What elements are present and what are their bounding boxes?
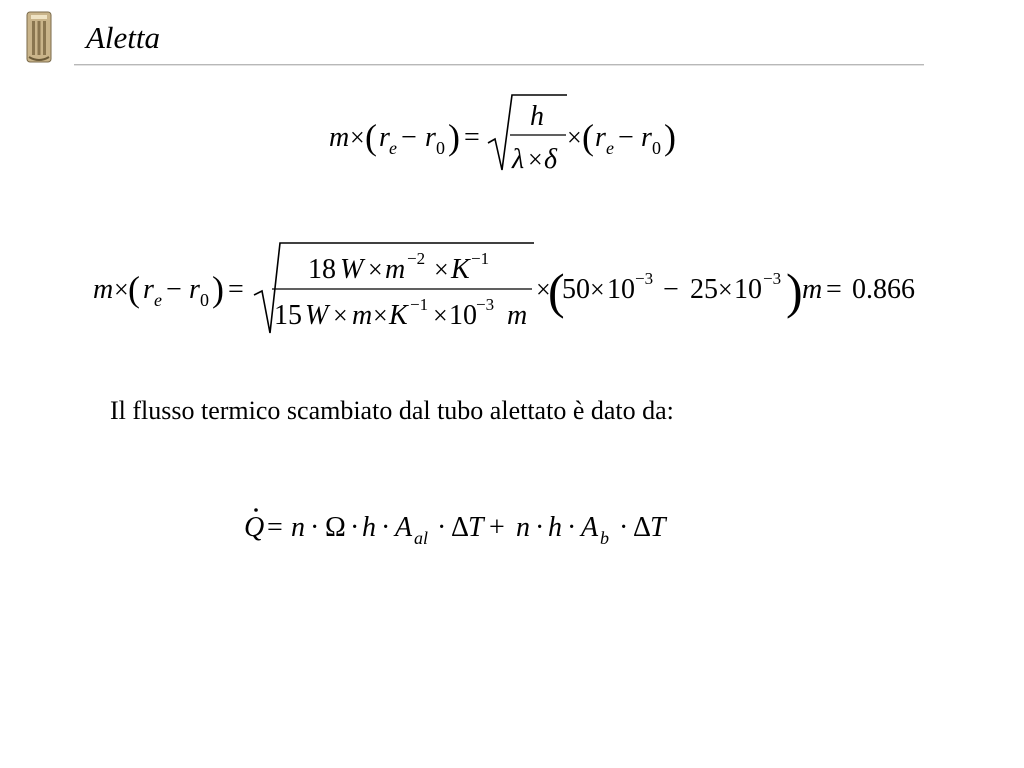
eq3-Q-dot [254,508,258,512]
eq3-equals: = [267,512,283,543]
eq2-times: × [114,275,129,304]
eq3-n1: n [291,512,305,543]
eq2-equals2: = [826,274,842,305]
eq2-num-exp-m2: −2 [407,249,426,268]
eq1-lparen: ( [365,117,377,157]
eq2-den-exp-m3: −3 [476,295,495,314]
eq1-minus1: − [401,122,417,153]
eq3-al: al [414,528,429,548]
equation-heat-flux [0,480,1024,580]
eq3-dot5: · [535,512,545,543]
eq3-dot6: · [567,512,577,543]
eq2-num-18: 18 [308,254,336,285]
eq1-times: × [350,123,365,152]
eq3-dot1: · [310,512,320,543]
eq2-times4: × [590,275,605,304]
eq3-T1: T [468,512,484,543]
eq2-den-m2: m [507,300,528,331]
eq3-b: b [600,528,609,548]
eq3-dot3: · [381,512,391,543]
eq2-minus1: − [166,274,182,305]
eq1-delta: δ [544,144,558,175]
eq2-25: 25 [690,274,718,305]
eq2-big-rparen: ) [786,263,803,319]
eq1-h: h [530,101,544,132]
eq2-10a: 10 [607,274,635,305]
eq2-exp-m3b: −3 [763,269,782,288]
eq1-zero1: 0 [436,138,445,158]
eq3-h2: h [548,512,562,543]
eq1-r2: r [425,122,436,153]
eq2-exp-m3a: −3 [635,269,654,288]
eq1-r1: r [379,122,390,153]
eq2-num-times2: × [434,255,449,284]
eq2-num-m: m [385,254,406,285]
eq2-den-times1: × [333,301,348,330]
eq2-m-unit: m [802,274,823,305]
eq1-times2: × [528,145,543,174]
eq1-r3: r [595,122,606,153]
eq3-h1: h [362,512,376,543]
eq1-e2: e [606,138,614,158]
eq2-r2: r [189,274,200,305]
eq1-minus2: − [618,122,634,153]
eq2-m: m [93,274,114,305]
eq2-den-10: 10 [449,300,477,331]
eq3-Q: Q [244,512,265,543]
equation-numeric-evaluation [0,200,1024,360]
eq3-dot4: · [437,512,447,543]
eq1-lparen2: ( [582,117,594,157]
eq2-times-big: × [536,275,551,304]
eq2-den-times2: × [373,301,388,330]
eq2-10b: 10 [734,274,762,305]
eq2-den-times3: × [433,301,448,330]
eq2-lparen: ( [128,269,140,309]
eq1-zero2: 0 [652,138,661,158]
eq2-den-W: W [305,300,329,331]
page-title: Aletta [86,20,161,55]
eq2-result: 0.866 [852,274,915,305]
eq2-den-m: m [352,300,373,331]
body-text: Il flusso termico scambiato dal tubo alettato è dato da: [110,396,674,425]
eq1-lambda: λ [512,144,525,175]
eq2-num-W: W [340,254,364,285]
eq2-equals: = [228,274,244,305]
eq2-big-lparen: ( [548,263,565,319]
eq2-den-K: K [389,300,408,331]
eq2-50: 50 [562,274,590,305]
eq3-A2: A [581,512,599,543]
eq1-r4: r [641,122,652,153]
eq2-den-exp-m1: −1 [410,295,429,314]
eq2-den-15: 15 [274,300,302,331]
eq3-Delta1: Δ [451,512,470,543]
eq2-r1: r [143,274,154,305]
eq3-dot2: · [350,512,360,543]
eq2-num-exp-m1: −1 [471,249,490,268]
eq1-times3: × [567,123,582,152]
eq3-n2: n [516,512,530,543]
eq2-num-times1: × [368,255,383,284]
eq1-m: m [329,122,350,153]
eq1-rparen2: ) [664,117,676,157]
eq3-Delta2: Δ [633,512,652,543]
eq3-Omega: Ω [325,512,346,543]
eq2-rparen: ) [212,269,224,309]
eq1-e1: e [389,138,397,158]
eq3-T2: T [650,512,666,543]
eq1-rparen: ) [448,117,460,157]
eq3-plus: + [489,512,505,543]
eq2-e1: e [154,290,162,310]
eq3-dot7: · [619,512,629,543]
eq2-times5: × [718,275,733,304]
eq2-zero: 0 [200,290,209,310]
eq2-minus2: − [663,274,679,305]
eq2-num-K: K [451,254,470,285]
eq3-A1: A [395,512,413,543]
eq1-equals: = [464,122,480,153]
equation-fin-parameter [0,0,1024,200]
